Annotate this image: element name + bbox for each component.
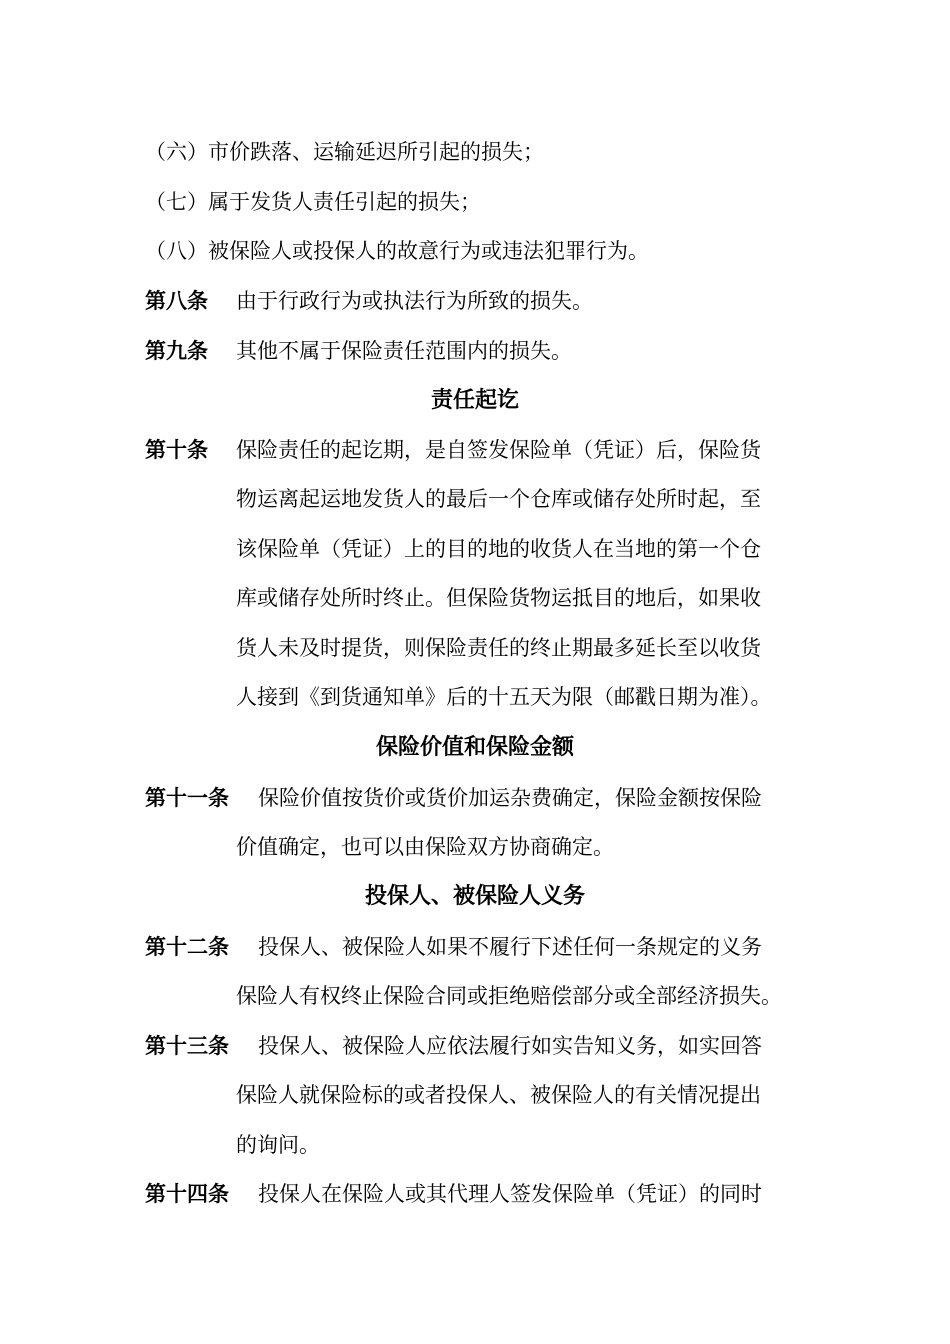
article-text: 保险责任的起讫期，是自签发保险单（凭证）后，保险货 — [236, 438, 761, 462]
article-label: 第八条 — [145, 289, 208, 313]
article-text: 该保险单（凭证）上的目的地的收货人在当地的第一个仓 — [236, 537, 761, 561]
section-heading: 责任起讫 — [430, 388, 519, 413]
section-heading: 保险价值和保险金额 — [375, 735, 574, 760]
article-text: 投保人、被保险人应依法履行如实告知义务，如实回答 — [258, 1034, 762, 1058]
article-label: 第十四条 — [145, 1182, 229, 1206]
article-text: 库或储存处所时终止。但保险货物运抵目的地后，如果收 — [236, 586, 761, 610]
article-label: 第十条 — [145, 438, 208, 462]
article-text: 其他不属于保险责任范围内的损失。 — [236, 339, 572, 363]
list-item: （八）被保险人或投保人的故意行为或违法犯罪行为。 — [145, 239, 649, 263]
article-text: 保险人有权终止保险合同或拒绝赔偿部分或全部经济损失。 — [236, 984, 782, 1008]
article-label: 第九条 — [145, 339, 208, 363]
article-text: 由于行政行为或执法行为所致的损失。 — [236, 289, 593, 313]
article-text: 投保人在保险人或其代理人签发保险单（凭证）的同时 — [258, 1182, 762, 1206]
article-text: 货人未及时提货，则保险责任的终止期最多延长至以收货 — [236, 636, 761, 660]
article-label: 第十三条 — [145, 1034, 229, 1058]
article-text: 投保人、被保险人如果不履行下述任何一条规定的义务 — [258, 935, 762, 959]
list-item: （六）市价跌落、运输延迟所引起的损失； — [145, 140, 544, 164]
article-text: 保险价值按货价或货价加运杂费确定，保险金额按保险 — [258, 786, 762, 810]
article-label: 第十二条 — [145, 935, 229, 959]
article-label: 第十一条 — [145, 786, 229, 810]
article-text: 人接到《到货通知单》后的十五天为限（邮戳日期为准）。 — [236, 685, 772, 709]
article-text: 保险人就保险标的或者投保人、被保险人的有关情况提出 — [236, 1083, 761, 1107]
article-text: 的询问。 — [236, 1133, 320, 1157]
article-text: 物运离起运地发货人的最后一个仓库或储存处所时起，至 — [236, 487, 761, 511]
article-text: 价值确定，也可以由保险双方协商确定。 — [236, 835, 614, 859]
list-item: （七）属于发货人责任引起的损失； — [145, 190, 481, 214]
section-heading: 投保人、被保险人义务 — [364, 884, 585, 909]
